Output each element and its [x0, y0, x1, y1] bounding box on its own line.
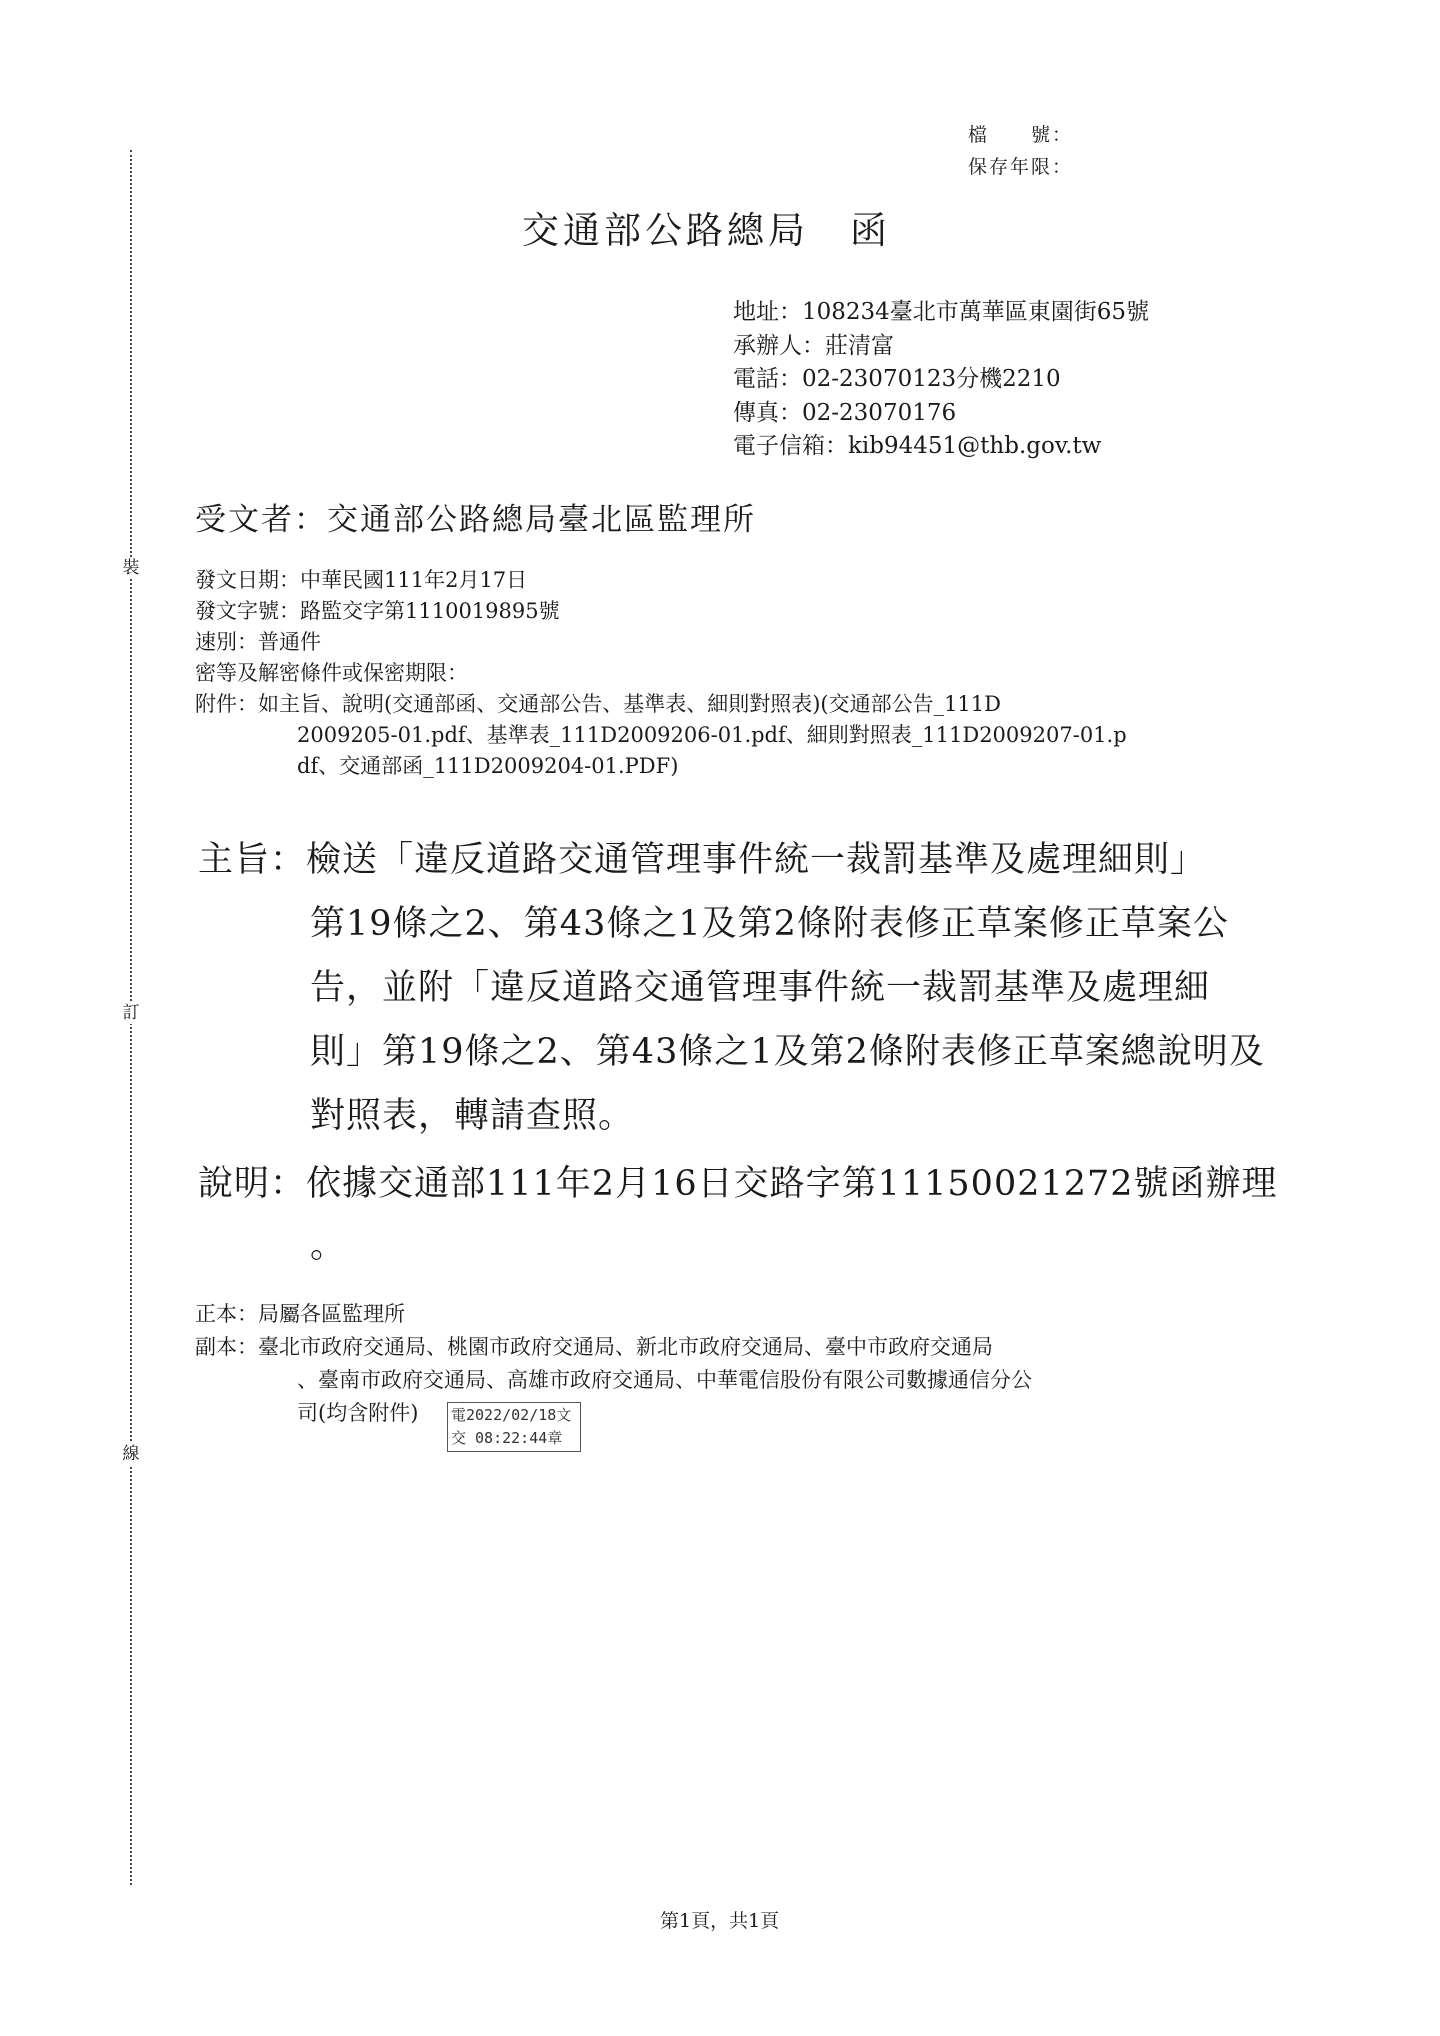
contact-officer: 承辦人：莊清富 [733, 332, 894, 359]
page-number: 第1頁，共1頁 [660, 1910, 780, 1932]
contact-block [733, 296, 1149, 464]
cc-line-2: 、臺南市政府交通局、高雄市政府交通局、中華電信股份有限公司數據通信分公 [297, 1368, 1032, 1392]
copies-block [195, 1298, 1032, 1430]
binding-mark-ding: 訂 [120, 1002, 142, 1024]
cc-line-3: 司(均含附件) [297, 1401, 419, 1425]
e-exchange-stamp [447, 1402, 581, 1452]
attachments-line-2: 2009205-01.pdf、基準表_111D2009206-01.pdf、細則對照表_111D2009207-01.p [297, 723, 1127, 747]
explanation-line-1: 說明：依據交通部111年2月16日交路字第11150021272號函辦理 [198, 1164, 1278, 1204]
subject-line-3: 告，並附「違反道路交通管理事件統一裁罰基準及處理細 [310, 968, 1211, 1008]
document-title: 交通部公路總局 函 [522, 209, 891, 252]
contact-address: 地址：108234臺北市萬華區東園街65號 [733, 299, 1150, 325]
retention-period-label: 保存年限： [968, 156, 1074, 178]
attachments-line-3: df、交通部函_111D2009204-01.PDF) [297, 754, 679, 778]
stamp-line-1: 電2022/02/18文 [451, 1406, 572, 1424]
binding-mark-xian: 線 [120, 1443, 142, 1465]
subject-line-2: 第19條之2、第43條之1及第2條附表修正草案修正草案公 [310, 904, 1229, 944]
stamp-line-2: 交 08:22:44章 [451, 1429, 563, 1447]
contact-phone: 電話：02-23070123分機2210 [733, 366, 1061, 392]
delivery-speed: 速別：普通件 [195, 630, 321, 654]
attachments-line-1: 附件：如主旨、說明(交通部函、交通部公告、基準表、細則對照表)(交通部公告_111D [195, 692, 1001, 716]
issue-doc-number: 發文字號：路監交字第1110019895號 [195, 599, 560, 623]
contact-fax: 傳真：02-23070176 [733, 399, 957, 426]
issue-date: 發文日期：中華民國111年2月17日 [195, 568, 528, 592]
binding-mark-zhuang: 裝 [120, 557, 142, 579]
explanation-line-2: 。 [310, 1226, 347, 1266]
receiver-line: 受文者：交通部公路總局臺北區監理所 [195, 502, 756, 538]
issue-info-block [195, 565, 1127, 782]
contact-email: 電子信箱：kib94451@thb.gov.tw [733, 433, 1102, 459]
file-number-label: 檔 號： [968, 124, 1074, 146]
cc-line-1: 副本：臺北市政府交通局、桃園市政府交通局、新北市政府交通局、臺中市政府交通局 [195, 1335, 993, 1359]
secrecy-level: 密等及解密條件或保密期限： [195, 661, 468, 685]
subject-line-4: 則」第19條之2、第43條之1及第2條附表修正草案總說明及 [310, 1032, 1265, 1072]
subject-line-5: 對照表，轉請查照。 [310, 1096, 635, 1136]
subject-line-1: 主旨：檢送「違反道路交通管理事件統一裁罰基準及處理細則」 [198, 840, 1207, 880]
original-recipient: 正本：局屬各區監理所 [195, 1302, 405, 1326]
